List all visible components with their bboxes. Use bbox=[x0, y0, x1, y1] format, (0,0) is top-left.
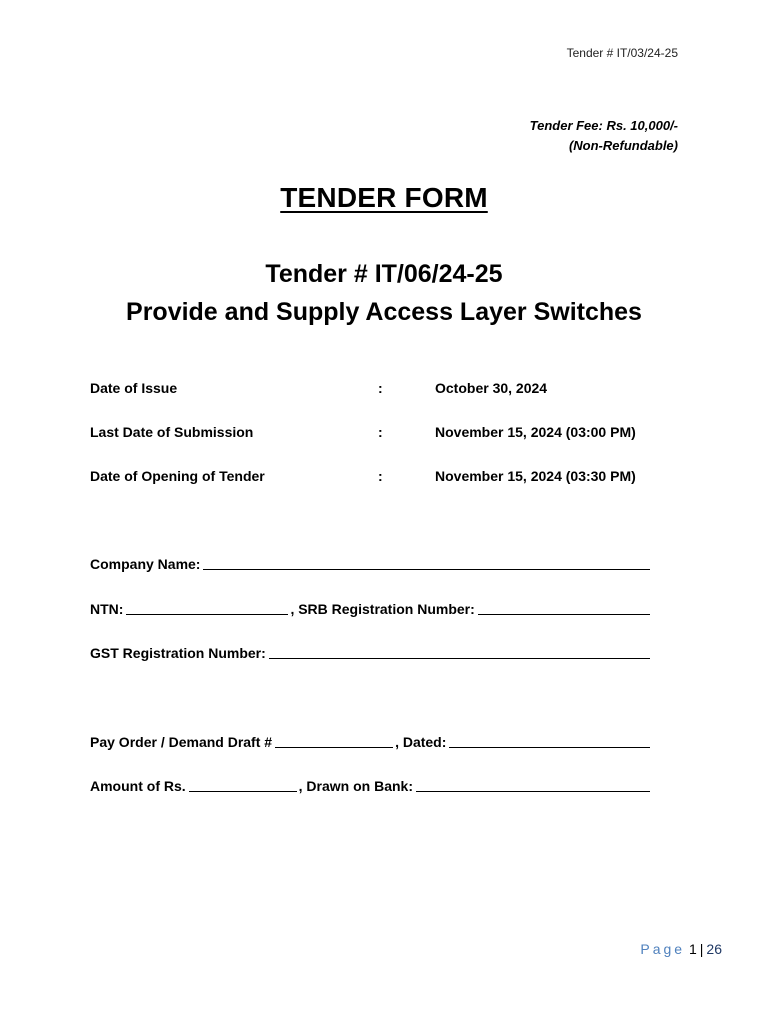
ntn-label: NTN: bbox=[90, 601, 124, 617]
page-word: Page bbox=[640, 941, 686, 957]
gst-blank[interactable] bbox=[269, 644, 650, 659]
bank-blank[interactable] bbox=[416, 777, 650, 792]
date-label: Last Date of Submission bbox=[90, 424, 254, 440]
srb-label: , SRB Registration Number: bbox=[290, 601, 475, 617]
tender-subject: Provide and Supply Access Layer Switches bbox=[126, 298, 642, 326]
date-row-submission bbox=[90, 424, 690, 444]
date-value: November 15, 2024 (03:30 PM) bbox=[435, 468, 636, 484]
amount-row bbox=[90, 772, 650, 794]
amount-label: Amount of Rs. bbox=[90, 778, 186, 794]
dated-blank[interactable] bbox=[449, 733, 650, 748]
drawn-on-label: , Drawn on Bank: bbox=[298, 778, 414, 794]
date-separator: : bbox=[378, 380, 383, 396]
ntn-blank[interactable] bbox=[126, 600, 288, 615]
date-separator: : bbox=[378, 424, 383, 440]
date-row-issue bbox=[90, 380, 690, 400]
company-name-blank[interactable] bbox=[203, 555, 650, 570]
date-row-opening bbox=[90, 468, 690, 488]
srb-blank[interactable] bbox=[478, 600, 650, 615]
date-label: Date of Opening of Tender bbox=[90, 468, 265, 484]
tender-fee-amount: Tender Fee: Rs. 10,000/- bbox=[529, 118, 678, 133]
gst-row bbox=[90, 639, 650, 661]
tender-fee-block bbox=[530, 116, 678, 156]
company-name-row bbox=[90, 550, 650, 572]
date-value: November 15, 2024 (03:00 PM) bbox=[435, 424, 636, 440]
ntn-srb-row bbox=[90, 595, 650, 617]
form-title: TENDER FORM bbox=[280, 182, 488, 213]
pay-order-row bbox=[90, 728, 650, 750]
company-name-label: Company Name: bbox=[90, 556, 201, 572]
pay-order-label: Pay Order / Demand Draft # bbox=[90, 734, 273, 750]
page-number: 1 bbox=[688, 941, 697, 957]
date-separator: : bbox=[378, 468, 383, 484]
page-footer bbox=[640, 941, 722, 957]
page-separator: | bbox=[699, 941, 704, 957]
date-value: October 30, 2024 bbox=[435, 380, 548, 396]
pay-order-blank[interactable] bbox=[275, 733, 393, 748]
page-total: 26 bbox=[706, 941, 722, 957]
amount-blank[interactable] bbox=[189, 777, 297, 792]
dated-label: , Dated: bbox=[395, 734, 447, 750]
tender-number: Tender # IT/06/24-25 bbox=[265, 260, 503, 288]
date-label: Date of Issue bbox=[90, 380, 178, 396]
gst-label: GST Registration Number: bbox=[90, 645, 266, 661]
tender-fee-note: (Non-Refundable) bbox=[568, 138, 678, 153]
header-tender-reference: Tender # IT/03/24-25 bbox=[566, 46, 678, 60]
